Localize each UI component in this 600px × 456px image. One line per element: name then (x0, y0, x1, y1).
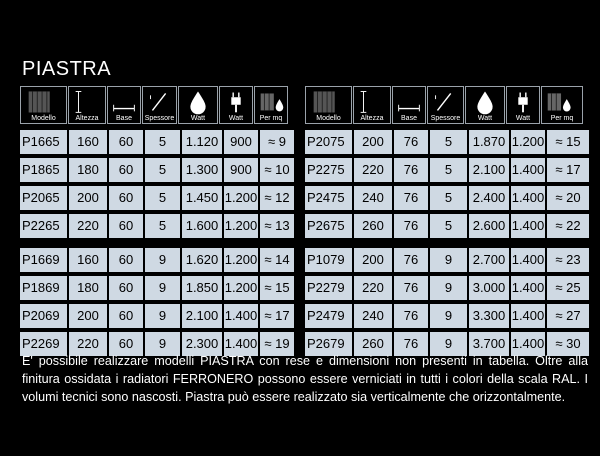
table-cell: 1.400 (511, 186, 545, 210)
table-cell: 60 (109, 130, 143, 154)
column-header-label: Altezza (360, 115, 384, 122)
column-header (427, 86, 464, 124)
radiator-drop-icon (542, 87, 582, 115)
thickness-icon (428, 87, 463, 115)
column-header-label: Spessore (430, 115, 461, 122)
table-cell: ≈ 9 (260, 130, 294, 154)
table-cell: 220 (69, 214, 107, 238)
table-cell: 1.200 (224, 248, 258, 272)
electric-plug-icon (507, 87, 539, 115)
table-cell: 1.400 (511, 332, 545, 356)
table-cell: 60 (109, 304, 143, 328)
radiator-drop-icon (255, 87, 287, 115)
table-row (305, 276, 591, 300)
column-header-label: Modello (31, 115, 56, 122)
table-cell: 9 (145, 276, 180, 300)
column-header-label: Watt (515, 115, 531, 122)
table-cell: P2475 (305, 186, 352, 210)
table-cell: 260 (354, 214, 392, 238)
column-header (392, 86, 426, 124)
column-header (254, 86, 288, 124)
radiator-icon (21, 87, 66, 115)
column-header (178, 86, 218, 124)
table-cell: P1869 (20, 276, 67, 300)
height-icon (69, 87, 105, 115)
thickness-icon (143, 87, 176, 115)
column-header-label: Base (401, 115, 417, 122)
table-cell: ≈ 12 (260, 186, 294, 210)
column-header (107, 86, 141, 124)
table-cell: 1.450 (182, 186, 222, 210)
table-right (305, 86, 591, 360)
table-cell: P2479 (305, 304, 352, 328)
table-cell: 2.100 (182, 304, 222, 328)
table-cell: 2.300 (182, 332, 222, 356)
table-cell: 1.400 (511, 158, 545, 182)
table-cell: 5 (145, 214, 180, 238)
table-cell: P2275 (305, 158, 352, 182)
table-cell: P2269 (20, 332, 67, 356)
table-cell: 220 (354, 158, 392, 182)
table-cell: 220 (69, 332, 107, 356)
table-cell: ≈ 15 (260, 276, 294, 300)
table-cell: ≈ 20 (547, 186, 589, 210)
table-cell: 76 (394, 214, 428, 238)
table-cell: P2069 (20, 304, 67, 328)
column-header (506, 86, 540, 124)
table-cell: ≈ 15 (547, 130, 589, 154)
column-header-label: Per mq (550, 115, 574, 122)
table-cell: 3.000 (469, 276, 509, 300)
table-cell: 260 (354, 332, 392, 356)
table-cell: 3.700 (469, 332, 509, 356)
table-cell: 1.120 (182, 130, 222, 154)
table-cell: 76 (394, 276, 428, 300)
table-cell: 2.600 (469, 214, 509, 238)
column-header (20, 86, 67, 124)
table-cell: 2.700 (469, 248, 509, 272)
base-icon (393, 87, 425, 115)
table-row (305, 214, 591, 238)
table-cell: 60 (109, 248, 143, 272)
table-cell: P2265 (20, 214, 67, 238)
table-cell: 76 (394, 186, 428, 210)
table-body (20, 130, 296, 356)
table-cell: 9 (145, 304, 180, 328)
table-row (305, 130, 591, 154)
table-cell: 5 (430, 214, 467, 238)
table-body (305, 130, 591, 356)
table-cell: ≈ 17 (260, 304, 294, 328)
table-cell: P1865 (20, 158, 67, 182)
column-header-label: Spessore (144, 115, 175, 122)
water-drop-icon (466, 87, 504, 115)
table-header (305, 86, 591, 124)
column-header (142, 86, 177, 124)
table-cell: 60 (109, 158, 143, 182)
table-cell: 76 (394, 332, 428, 356)
table-cell: 1.620 (182, 248, 222, 272)
table-cell: 9 (145, 332, 180, 356)
water-drop-icon (179, 87, 217, 115)
column-header-label: Modello (316, 115, 341, 122)
table-cell: 1.400 (511, 248, 545, 272)
table-cell: 240 (354, 186, 392, 210)
table-cell: 76 (394, 248, 428, 272)
table-row (305, 248, 591, 272)
table-cell: ≈ 10 (260, 158, 294, 182)
column-header (465, 86, 505, 124)
table-cell: ≈ 23 (547, 248, 589, 272)
column-header-label: Watt (190, 115, 206, 122)
table-cell: 240 (354, 304, 392, 328)
column-header-label: Watt (477, 115, 493, 122)
table-cell: 5 (145, 186, 180, 210)
table-cell: ≈ 22 (547, 214, 589, 238)
table-cell: 9 (430, 248, 467, 272)
table-cell: 9 (430, 332, 467, 356)
height-icon (354, 87, 390, 115)
table-cell: 60 (109, 332, 143, 356)
table-cell: 1.600 (182, 214, 222, 238)
table-cell: 76 (394, 158, 428, 182)
table-cell: 180 (69, 276, 107, 300)
table-cell: 5 (145, 130, 180, 154)
footer-note: E' possibile realizzare modelli PIASTRA con rese e dimensioni non presenti in tabella. Oltre alla finitura ossidata i radiatori FERRONERO possono essere verniciati in tutti i colori della scala RAL. I volumi tecnici sono nascosti. Piastra può essere realizzato sia verticalmente che orizzontalmente. (22, 354, 588, 404)
table-cell: 200 (354, 130, 392, 154)
table-cell: ≈ 14 (260, 248, 294, 272)
table-cell: 1.300 (182, 158, 222, 182)
column-header-label: Per mq (259, 115, 283, 122)
table-cell: ≈ 19 (260, 332, 294, 356)
table-row (305, 186, 591, 210)
column-header-label: Base (116, 115, 132, 122)
table-cell: 1.400 (511, 276, 545, 300)
column-header (68, 86, 106, 124)
column-header-label: Altezza (75, 115, 99, 122)
table-cell: 900 (224, 130, 258, 154)
table-cell: ≈ 13 (260, 214, 294, 238)
table-cell: 200 (69, 186, 107, 210)
table-cell: P1669 (20, 248, 67, 272)
table-cell: 9 (430, 276, 467, 300)
table-cell: 1.200 (224, 276, 258, 300)
table-cell: P2075 (305, 130, 352, 154)
table-cell: 60 (109, 276, 143, 300)
table-cell: P2679 (305, 332, 352, 356)
column-header (305, 86, 352, 124)
table-cell: 1.200 (511, 130, 545, 154)
table-left (20, 86, 296, 360)
table-cell: 5 (430, 130, 467, 154)
table-cell: 1.400 (224, 304, 258, 328)
table-row (20, 304, 296, 328)
table-row (305, 158, 591, 182)
table-row (20, 130, 296, 154)
base-icon (108, 87, 140, 115)
table-cell: 5 (145, 158, 180, 182)
table-cell: 200 (354, 248, 392, 272)
table-cell: 180 (69, 158, 107, 182)
table-cell: 1.850 (182, 276, 222, 300)
page-title: PIASTRA (22, 58, 112, 80)
column-header (541, 86, 583, 124)
table-cell: 9 (145, 248, 180, 272)
table-cell: ≈ 30 (547, 332, 589, 356)
table-cell: 1.400 (511, 214, 545, 238)
table-cell: 76 (394, 130, 428, 154)
table-cell: P2279 (305, 276, 352, 300)
table-cell: P1079 (305, 248, 352, 272)
table-cell: 60 (109, 214, 143, 238)
column-header-label: Watt (228, 115, 244, 122)
column-header (353, 86, 391, 124)
table-cell: ≈ 25 (547, 276, 589, 300)
table-row (20, 186, 296, 210)
table-cell: 160 (69, 248, 107, 272)
table-cell: 200 (69, 304, 107, 328)
table-cell: 9 (430, 304, 467, 328)
table-row (305, 304, 591, 328)
table-row (20, 158, 296, 182)
table-cell: ≈ 27 (547, 304, 589, 328)
table-cell: P2675 (305, 214, 352, 238)
table-cell: 1.870 (469, 130, 509, 154)
table-row (20, 276, 296, 300)
table-cell: 76 (394, 304, 428, 328)
table-cell: 2.400 (469, 186, 509, 210)
table-row (20, 248, 296, 272)
table-cell: 1.400 (224, 332, 258, 356)
table-cell: 5 (430, 158, 467, 182)
table-cell: 900 (224, 158, 258, 182)
table-cell: ≈ 17 (547, 158, 589, 182)
electric-plug-icon (220, 87, 252, 115)
table-cell: P1665 (20, 130, 67, 154)
radiator-icon (306, 87, 351, 115)
table-cell: 5 (430, 186, 467, 210)
table-cell: 2.100 (469, 158, 509, 182)
table-cell: 1.200 (224, 214, 258, 238)
table-cell: 60 (109, 186, 143, 210)
table-cell: 3.300 (469, 304, 509, 328)
table-cell: 160 (69, 130, 107, 154)
column-header (219, 86, 253, 124)
table-header (20, 86, 296, 124)
table-row (20, 214, 296, 238)
table-cell: P2065 (20, 186, 67, 210)
table-cell: 1.400 (511, 304, 545, 328)
table-cell: 220 (354, 276, 392, 300)
table-cell: 1.200 (224, 186, 258, 210)
